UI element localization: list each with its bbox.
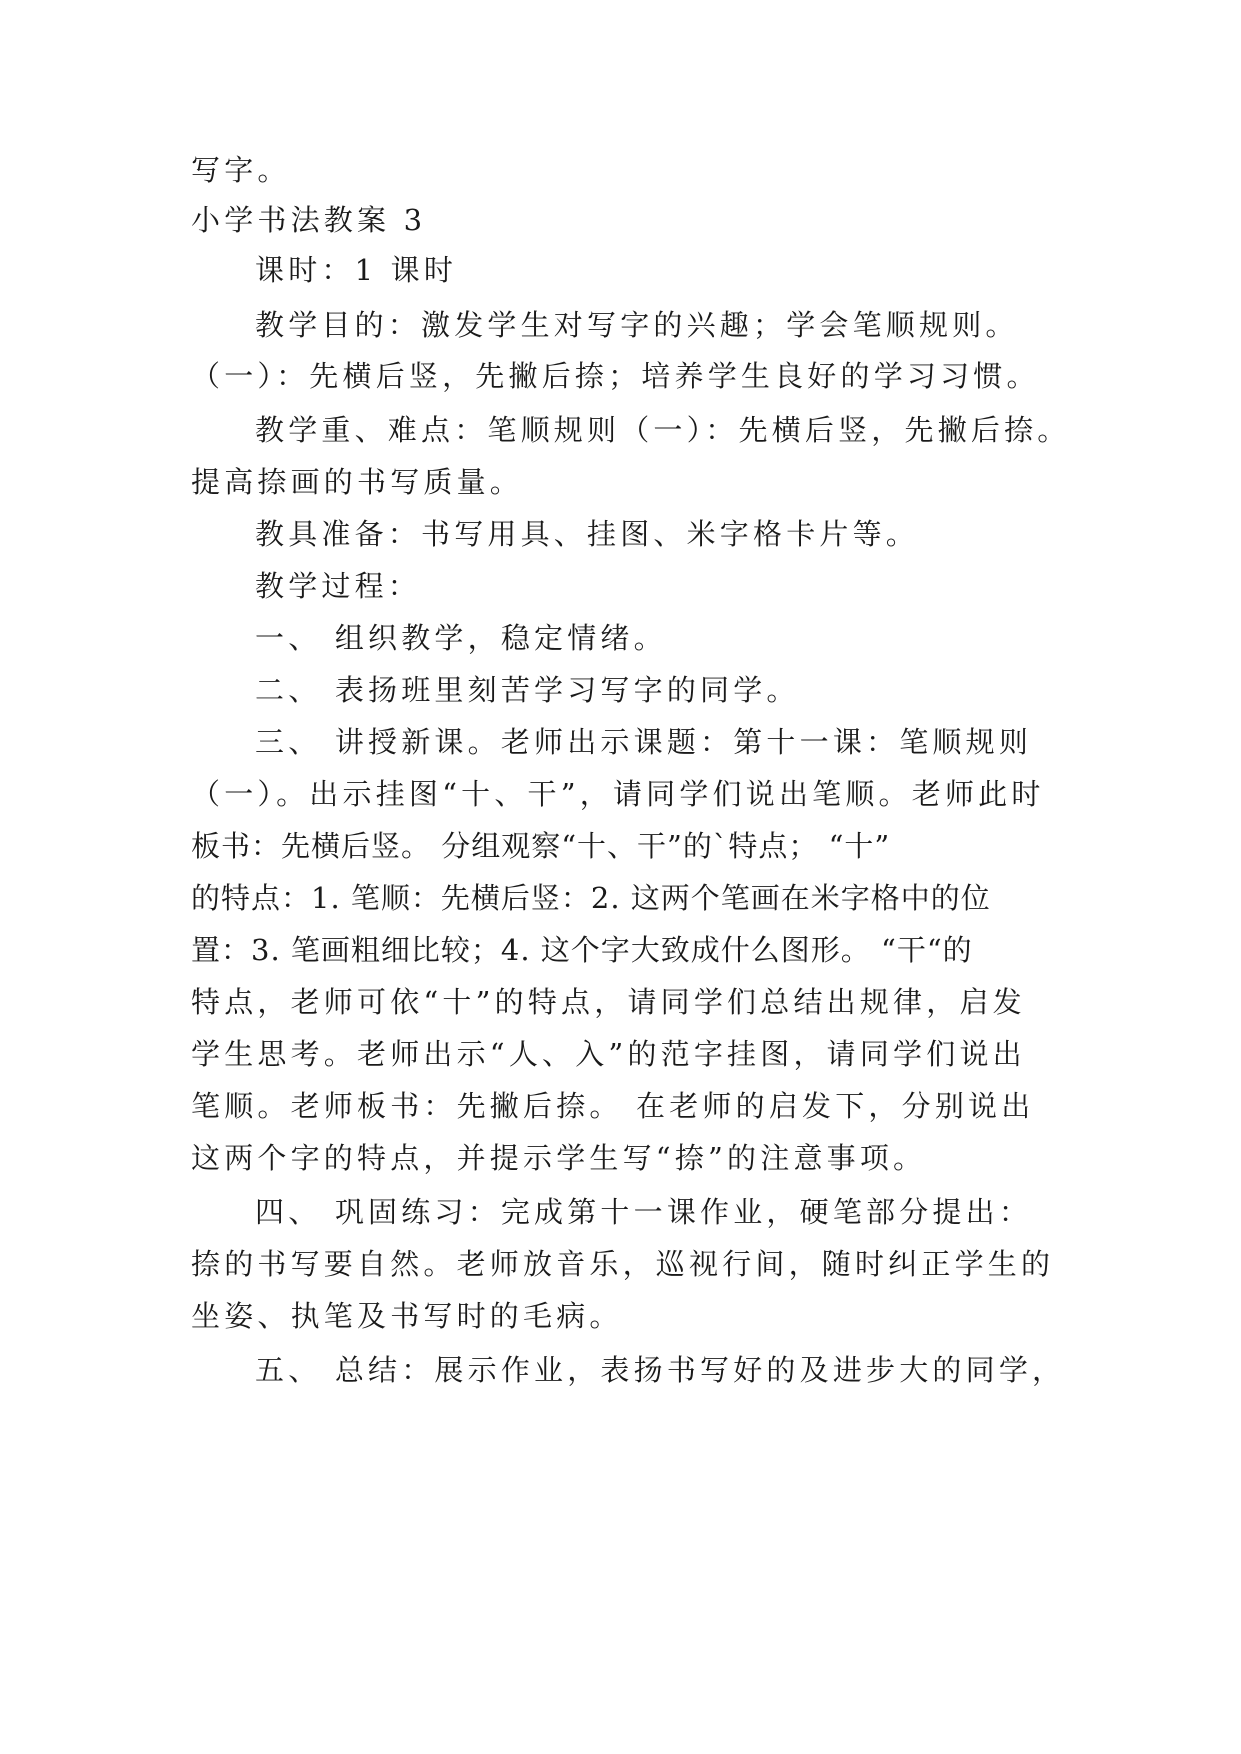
text-line: 写字。 (191, 153, 291, 187)
text-line: 的特点：1. 笔顺：先横后竖：2. 这两个笔画在米字格中的位 (191, 881, 991, 915)
text-line: 笔顺。老师板书：先撇后捺。 在老师的启发下，分别说出 (191, 1089, 1035, 1123)
text-line: 捺的书写要自然。老师放音乐，巡视行间，随时纠正学生的 (191, 1247, 1055, 1281)
text-line: 学生思考。老师出示“人、入”的范字挂图，请同学们说出 (191, 1037, 1026, 1071)
text-line: 板书：先横后竖。 分组观察“十、干”的`特点； “十” (191, 829, 891, 863)
text-line: （一）：先横后竖，先撇后捺；培养学生良好的学习习惯。 (191, 359, 1040, 393)
text-line: 提高捺画的书写质量。 (191, 465, 524, 499)
text-line: 特点，老师可依“十”的特点，请同学们总结出规律，启发 (191, 985, 1026, 1019)
text-line: 一、 组织教学，稳定情绪。 (255, 621, 667, 655)
text-line: 三、 讲授新课。老师出示课题：第十一课：笔顺规则 (255, 725, 1033, 759)
text-line: 四、 巩固练习：完成第十一课作业，硬笔部分提出： (255, 1195, 1033, 1229)
text-line: 教学目的：激发学生对写字的兴趣；学会笔顺规则。 (255, 308, 1019, 342)
text-line: 教具准备：书写用具、挂图、米字格卡片等。 (255, 517, 920, 551)
text-line: 教学重、难点：笔顺规则（一）：先横后竖，先撇后捺。 (255, 413, 1071, 447)
text-line: 五、 总结：展示作业，表扬书写好的及进步大的同学， (255, 1353, 1066, 1387)
section-title: 小学书法教案 3 (191, 203, 427, 237)
text-line: 教学过程： (255, 569, 422, 603)
text-line: 二、 表扬班里刻苦学习写字的同学。 (255, 673, 800, 707)
text-line: 置：3. 笔画粗细比较；4. 这个字大致成什么图形。 “干“的 (191, 933, 973, 967)
text-line: 课时：1 课时 (255, 253, 458, 287)
text-line: （一）。出示挂图“十、干”，请同学们说出笔顺。老师此时 (191, 777, 1045, 811)
text-line: 这两个字的特点，并提示学生写“捺”的注意事项。 (191, 1141, 927, 1175)
text-line: 坐姿、执笔及书写时的毛病。 (191, 1299, 623, 1333)
